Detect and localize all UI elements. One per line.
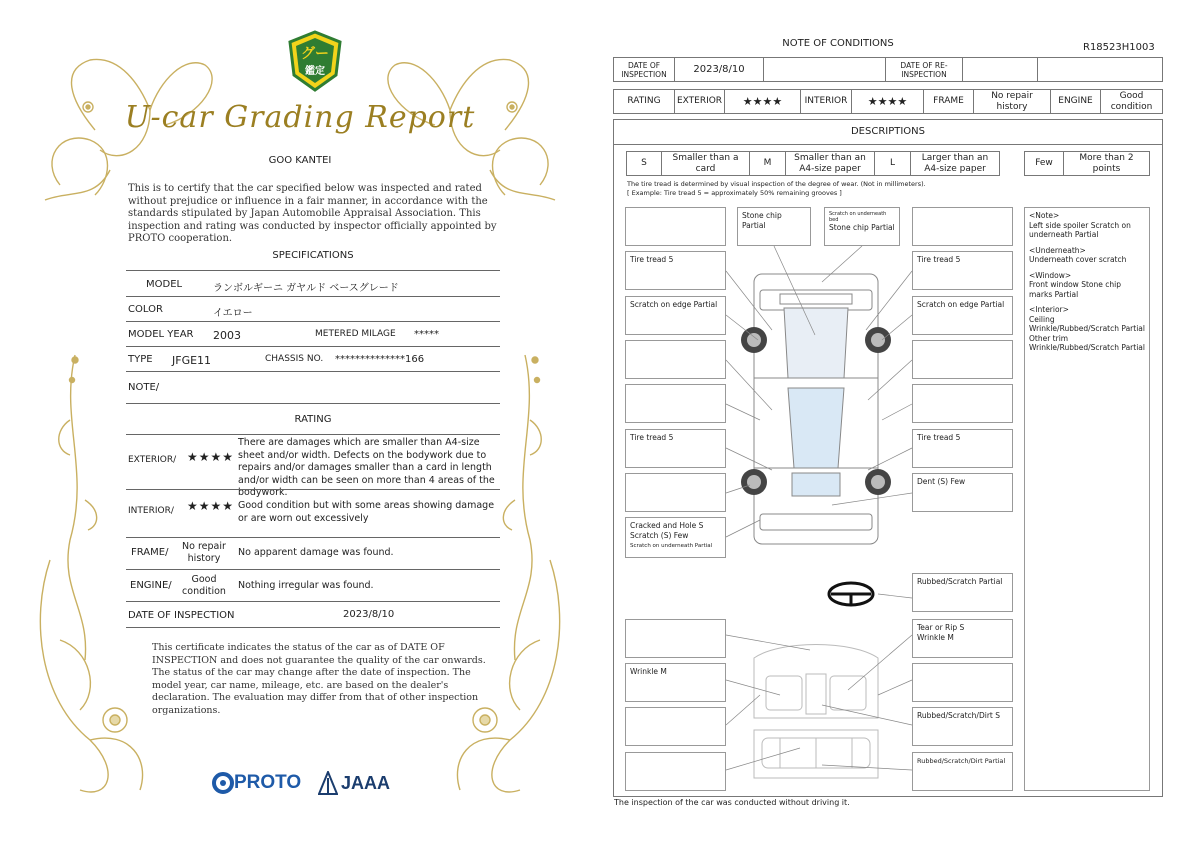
interior-stars: ★★★★ — [851, 89, 924, 114]
divider — [126, 489, 500, 490]
side-note-line: <Window> — [1029, 270, 1072, 280]
report-id: R18523H1003 — [1083, 42, 1155, 53]
proto-logo — [212, 770, 312, 796]
color-label: COLOR — [128, 304, 163, 315]
side-note-line: Wrinkle/Rubbed/Scratch Partial — [1029, 343, 1145, 352]
side-note-line: Front window Stone chip marks Partial — [1029, 280, 1121, 299]
side-note-line: Wrinkle/Rubbed/Scratch Partial — [1029, 324, 1145, 333]
divider — [126, 403, 500, 404]
divider — [126, 569, 500, 570]
condition-text: Scratch on underneath Partial — [630, 543, 713, 549]
proto-logo-icon — [212, 772, 234, 794]
jaaa-logo — [318, 770, 398, 796]
goo-kantei-badge-icon — [286, 30, 344, 92]
divider — [126, 296, 500, 297]
condition-text: Rubbed/Scratch Partial — [917, 577, 1003, 586]
frame-label: FRAME — [923, 89, 974, 114]
condition-text: Tire tread 5 — [630, 433, 674, 442]
proto-logo-text: PROTO — [234, 772, 302, 793]
divider — [126, 371, 500, 372]
condition-text: Tire tread 5 — [917, 255, 961, 264]
tire-note-1: The tire tread is determined by visual inspection of the degree of wear. (Not in millimeters). — [627, 180, 926, 188]
condition-text: Stone chip Partial — [829, 223, 895, 232]
divider — [126, 537, 500, 538]
specifications-title: SPECIFICATIONS — [272, 250, 354, 261]
exterior-stars: ★★★★ — [724, 89, 801, 114]
rating-label: RATING — [613, 89, 675, 114]
legend-s: S — [626, 151, 662, 176]
model-label: MODEL — [146, 279, 183, 290]
jaaa-logo-text: JAAA — [341, 772, 391, 793]
condition-text: Dent (S) Few — [917, 477, 966, 486]
condition-text-small: Scratch on underneath bed — [829, 211, 887, 223]
type-value: JFGE11 — [172, 354, 212, 367]
condition-text: Tear or Rip S — [917, 623, 965, 632]
exterior-label: EXTERIOR/ — [128, 455, 177, 465]
legend-m: M — [749, 151, 786, 176]
divider — [126, 270, 500, 271]
date-of-reinspection-label: DATE OF RE-INSPECTION — [885, 57, 963, 82]
date-of-inspection-value: 2023/8/10 — [343, 609, 395, 620]
exterior-stars: ★★★★ — [187, 450, 235, 464]
interior-stars: ★★★★ — [187, 499, 235, 513]
note-footer: The inspection of the car was conducted without driving it. — [614, 798, 850, 807]
condition-text: Cracked and Hole S — [630, 521, 704, 530]
note-title: NOTE OF CONDITIONS — [782, 38, 894, 49]
condition-text: Scratch on edge Partial — [917, 300, 1005, 309]
engine-value: Good condition — [1100, 89, 1163, 114]
engine-description: Nothing irregular was found. — [238, 580, 374, 591]
rating-title: RATING — [294, 414, 332, 425]
jaaa-logo-icon — [318, 771, 338, 795]
metered-milage-label: METERED MILAGE — [315, 329, 396, 339]
condition-text: Wrinkle M — [917, 633, 954, 642]
engine-label: ENGINE — [1050, 89, 1101, 114]
side-note-line: <Underneath> — [1029, 245, 1086, 255]
condition-text: Tire tread 5 — [630, 255, 674, 264]
side-note-line: Ceiling — [1029, 314, 1055, 324]
engine-label: ENGINE/ — [130, 580, 172, 591]
type-label: TYPE — [128, 354, 153, 365]
note-of-conditions — [600, 0, 1200, 848]
condition-text: Rubbed/Scratch/Dirt Partial — [917, 757, 1006, 765]
date-of-inspection-label: DATE OF INSPECTION — [613, 57, 675, 82]
condition-text: Rubbed/Scratch/Dirt S — [917, 711, 1000, 720]
frame-value: No repair history — [973, 89, 1051, 114]
frame-description: No apparent damage was found. — [238, 547, 394, 558]
chassis-label: CHASSIS NO. — [265, 354, 324, 364]
divider — [126, 601, 500, 602]
chassis-value: **************166 — [335, 354, 425, 365]
engine-value: Good condition — [182, 574, 226, 597]
legend-m-desc: Smaller than an A4-size paper — [785, 151, 875, 176]
exterior-label: EXTERIOR — [674, 89, 725, 114]
interior-label: INTERIOR/ — [128, 506, 174, 516]
certificate-title: U-car Grading Report — [124, 100, 476, 135]
frame-label: FRAME/ — [131, 547, 169, 558]
condition-text: Scratch on edge Partial — [630, 300, 718, 309]
interior-label: INTERIOR — [800, 89, 852, 114]
certificate-subtitle: GOO KANTEI — [268, 155, 332, 166]
side-note-line: Underneath cover scratch — [1029, 255, 1127, 264]
legend-few-desc: More than 2 points — [1063, 151, 1150, 176]
condition-text: Wrinkle M — [630, 667, 667, 676]
certificate-intro: This is to certify that the car specified below was inspected and rated without prejudice or influence in a fair manner, in accordance with the standards stipulated by Japan Automobile Appraisal Association. This inspection and rating was conducted by inspector officially appointed by PROTO cooperation. — [128, 183, 497, 244]
legend-s-desc: Smaller than a card — [661, 151, 750, 176]
legend-l-desc: Larger than an A4-size paper — [910, 151, 1000, 176]
svg-text:鑑定: 鑑定 — [305, 66, 325, 77]
divider — [126, 346, 500, 347]
side-note-line: Left side spoiler Scratch on underneath Partial — [1029, 220, 1131, 239]
model-value: ランボルギーニ ガヤルド ベースグレード — [213, 283, 399, 294]
side-note-line: <Interior> — [1029, 305, 1069, 314]
date-of-inspection-label: DATE OF INSPECTION — [128, 610, 235, 621]
frame-value: No repair history — [182, 541, 226, 564]
exterior-description: There are damages which are smaller than A4-size sheet and/or width. Defects on the bodywork due to repairs and/or damages smaller than a card in length and/or width can be seen on more than 4 areas of the bodywork. — [238, 437, 495, 498]
certificate-footer: This certificate indicates the status of the car as of DATE OF INSPECTION and does not guarantee the quality of the car onwards. The status of the car may change after the date of inspection. The model year, car name, mileage, etc. are based on the dealer's declaration. The evaluation may differ from that of other inspection organizations. — [152, 642, 486, 716]
legend-l: L — [874, 151, 911, 176]
interior-description: Good condition but with some areas showing damage or are worn out excessively — [238, 500, 495, 524]
date-of-inspection-value: 2023/8/10 — [674, 57, 764, 82]
note-label: NOTE/ — [128, 382, 160, 393]
condition-text: Scratch (S) Few — [630, 531, 689, 540]
divider — [126, 321, 500, 322]
model-year-label: MODEL YEAR — [128, 329, 194, 340]
condition-text: Stone chip Partial — [742, 211, 782, 230]
side-note-line: Other trim — [1029, 333, 1069, 343]
color-value: イエロー — [213, 308, 253, 319]
side-note-line: <Note> — [1029, 211, 1060, 220]
svg-text:グー: グー — [301, 46, 329, 62]
model-year-value: 2003 — [213, 329, 241, 342]
divider — [126, 434, 500, 435]
metered-milage-value: ***** — [414, 329, 439, 340]
legend-few: Few — [1024, 151, 1064, 176]
descriptions-title: DESCRIPTIONS — [613, 119, 1163, 145]
divider — [126, 627, 500, 628]
condition-text: Tire tread 5 — [917, 433, 961, 442]
tire-note-2: [ Example: Tire tread 5 = approximately 50% remaining grooves ] — [627, 189, 842, 197]
side-notes-panel — [1024, 207, 1150, 791]
